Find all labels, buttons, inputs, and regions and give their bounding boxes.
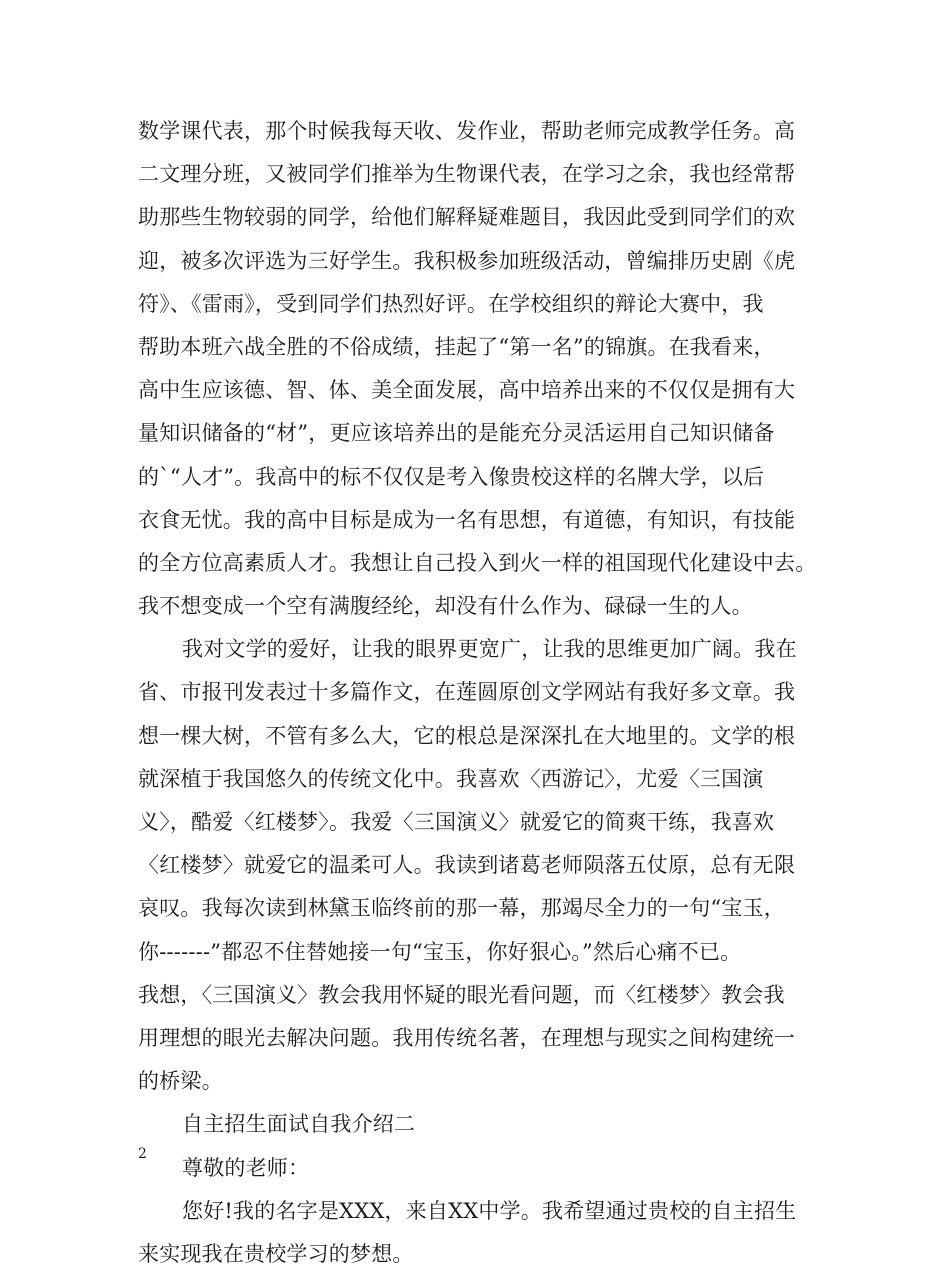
text-line: 助那些生物较弱的同学，给他们解释疑难题目，我因此受到同学们的欢	[138, 205, 796, 230]
text-line: 省、市报刊发表过十多篇作文，在莲圆原创文学网站有我好多文章。我	[138, 680, 796, 705]
text-line: 的全方位高素质人才。我想让自己投入到火一样的祖国现代化建设中去。	[138, 550, 817, 575]
text-line: 就深植于我国悠久的传统文化中。我喜欢〈西游记〉，尤爱〈三国演	[138, 766, 764, 791]
section-heading: 自主招生面试自我介绍二	[182, 1112, 416, 1137]
text-line: 的`“人才”。我高中的标不仅仅是考入像贵校这样的名牌大学，以后	[138, 464, 765, 489]
text-line: 高中生应该德、智、体、美全面发展，高中培养出来的不仅仅是拥有大	[138, 378, 796, 403]
text-line: 我想，〈三国演义〉教会我用怀疑的眼光看问题，而〈红楼梦〉教会我	[138, 982, 785, 1007]
text-line: 衣食无忧。我的高中目标是成为一名有思想，有道德，有知识，有技能	[138, 507, 796, 532]
paragraph-start-line: 您好!我的名字是XXX，来自XX中学。我希望通过贵校的自主招生	[182, 1198, 797, 1223]
text-line: 义〉，酷爱〈红楼梦〉。我爱〈三国演义〉就爱它的简爽干练，我喜欢	[138, 810, 775, 834]
document-body	[138, 110, 818, 1276]
text-line: 〈红楼梦〉就爱它的温柔可人。我读到诸葛老师陨落五仗原，总有无限	[138, 853, 796, 878]
text-line: 二文理分班，又被同学们推举为生物课代表，在学习之余，我也经常帮	[138, 162, 796, 187]
text-line: 迎，被多次评选为三好学生。我积极参加班级活动，曾编排历史剧《虎	[138, 248, 796, 273]
text-line: 来实现我在贵校学习的梦想。	[138, 1241, 414, 1266]
text-line: 的桥梁。	[138, 1069, 223, 1094]
text-line: 哀叹。我每次读到林黛玉临终前的那一幕，那竭尽全力的一句“宝玉，	[138, 896, 785, 921]
text-line: 用理想的眼光去解决问题。我用传统名著，在理想与现实之间构建统一	[138, 1025, 796, 1050]
salutation: 尊敬的老师：	[182, 1155, 310, 1180]
text-line: 想一棵大树，不管有多么大，它的根总是深深扎在大地里的。文学的根	[138, 723, 796, 748]
text-line: 我不想变成一个空有满腹经纶，却没有什么作为、碌碌一生的人。	[138, 594, 753, 619]
page-number: 2	[138, 1146, 147, 1162]
text-line: 帮助本班六战全胜的不俗成绩，挂起了“第一名”的锦旗。在我看来，	[138, 334, 775, 359]
paragraph-start-line: 我对文学的爱好，让我的眼界更宽广，让我的思维更加广阔。我在	[182, 637, 797, 662]
text-line: 量知识储备的“材”，更应该培养出的是能充分灵活运用自己知识储备	[138, 421, 775, 446]
text-line: 你-------”都忍不住替她接一句“宝玉，你好狠心。”然后心痛不已。	[138, 939, 742, 964]
text-line: 符》、《雷雨》，受到同学们热烈好评。在学校组织的辩论大赛中，我	[138, 291, 764, 316]
text-line: 数学课代表，那个时候我每天收、发作业，帮助老师完成教学任务。高	[138, 119, 796, 143]
